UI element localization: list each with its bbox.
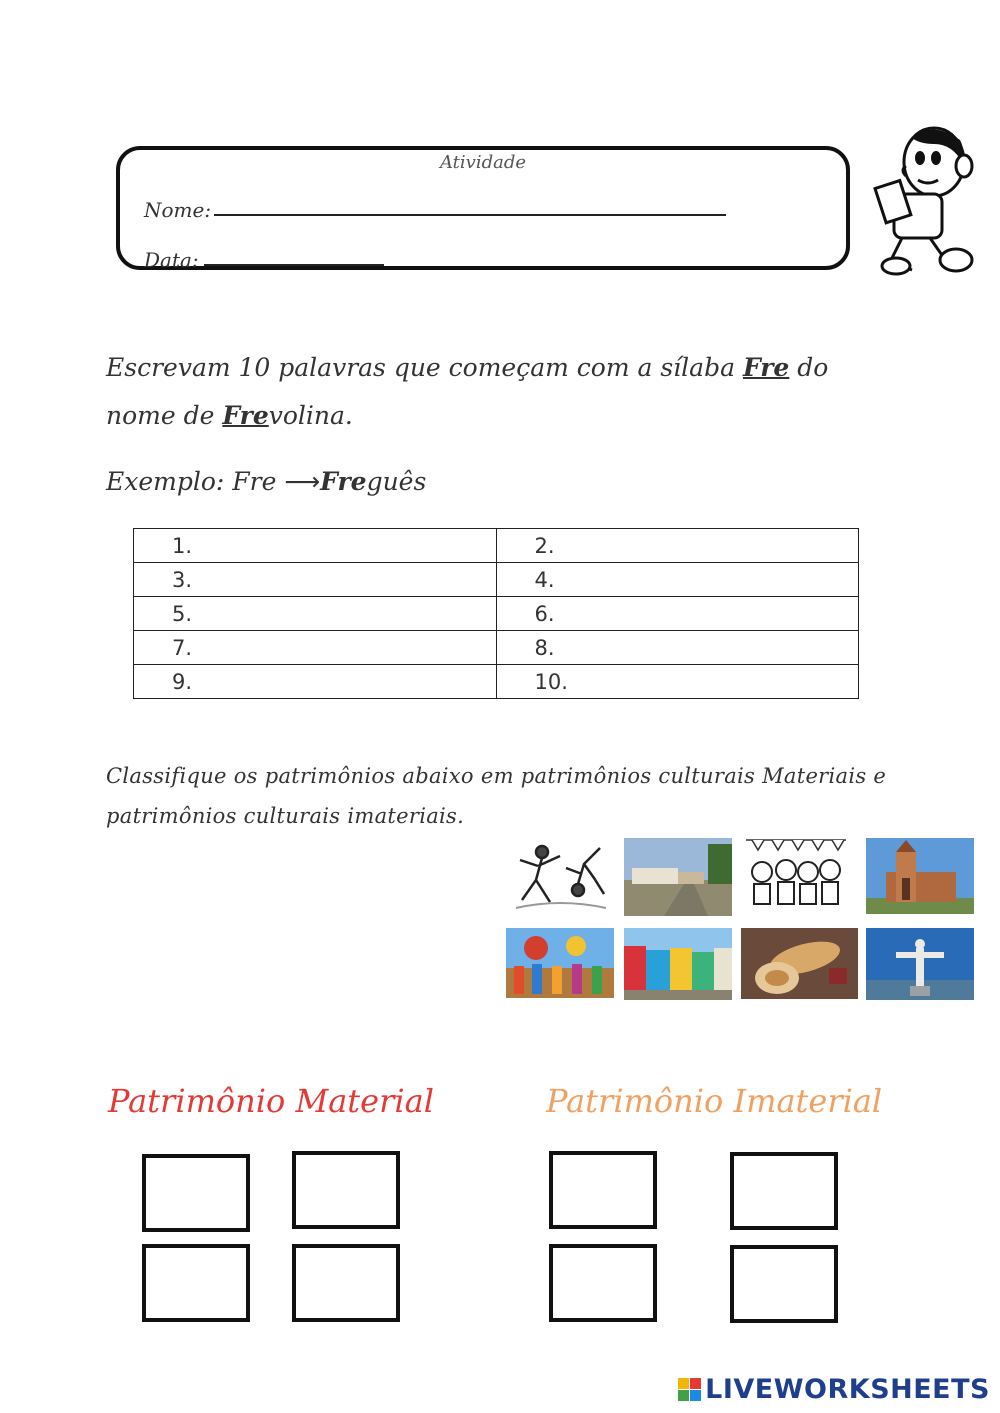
material-drop-box[interactable] [142, 1244, 250, 1322]
imaterial-drop-box[interactable] [549, 1244, 657, 1322]
instruction-text [106, 344, 866, 440]
instruction-syllable: Fre [742, 353, 790, 382]
classify-line1: Classifique os patrimônios abaixo em patrimônios culturais Materiais e [106, 764, 887, 788]
christ-redeemer-image[interactable] [866, 928, 974, 1000]
word-cell[interactable]: 9. [134, 665, 497, 699]
material-title: Patrimônio Material [108, 1082, 434, 1120]
word-cell[interactable]: 4. [496, 563, 859, 597]
word-cell[interactable]: 5. [134, 597, 497, 631]
festa-junina-drawing-image[interactable] [742, 832, 850, 916]
header-box [116, 146, 850, 270]
word-cell[interactable]: 1. [134, 529, 497, 563]
colorful-houses-image[interactable] [624, 928, 732, 1000]
bolo-de-rolo-image[interactable] [741, 928, 858, 999]
material-drop-box[interactable] [292, 1151, 400, 1229]
instruction-line2-text: nome de [106, 401, 223, 430]
date-line[interactable] [204, 264, 384, 266]
imaterial-drop-box[interactable] [549, 1151, 657, 1229]
arrow-icon: ⟶ [284, 467, 321, 496]
mascot-illustration [872, 122, 976, 278]
material-drop-box[interactable] [292, 1244, 400, 1322]
word-cell[interactable]: 2. [496, 529, 859, 563]
name-label: Nome: [144, 198, 212, 222]
imaterial-drop-box[interactable] [730, 1245, 838, 1323]
example-label: Exemplo: Fre [106, 467, 277, 496]
name-line[interactable] [214, 214, 726, 216]
imaterial-title: Patrimônio Imaterial [546, 1082, 883, 1120]
folk-parade-image[interactable] [506, 928, 614, 998]
example-line [106, 458, 426, 506]
instruction-line1-end: do [789, 353, 829, 382]
capoeira-drawing-image[interactable] [506, 838, 614, 916]
table-row [134, 597, 859, 631]
word-table [133, 528, 859, 699]
example-word-bold: Fre [320, 467, 367, 496]
word-cell[interactable]: 3. [134, 563, 497, 597]
word-cell[interactable]: 6. [496, 597, 859, 631]
table-row [134, 665, 859, 699]
rural-street-image[interactable] [624, 838, 732, 916]
material-drop-box[interactable] [142, 1154, 250, 1232]
word-cell[interactable]: 7. [134, 631, 497, 665]
table-row [134, 529, 859, 563]
example-word-rest: guês [366, 467, 427, 496]
liveworksheets-logo [678, 1374, 990, 1405]
logo-text: LIVEWORKSHEETS [705, 1374, 990, 1405]
table-row [134, 631, 859, 665]
logo-mark-icon [678, 1378, 701, 1401]
instruction-name-syllable: Fre [222, 401, 269, 430]
word-cell[interactable]: 10. [496, 665, 859, 699]
church-image[interactable] [866, 838, 974, 914]
classify-line2: patrimônios culturais imateriais. [106, 804, 465, 828]
instruction-line1-text: Escrevam 10 palavras que começam com a sílaba [106, 353, 743, 382]
word-cell[interactable]: 8. [496, 631, 859, 665]
table-row [134, 563, 859, 597]
date-label: Data: [144, 248, 199, 272]
imaterial-drop-box[interactable] [730, 1152, 838, 1230]
instruction-line2-end: volina. [268, 401, 353, 430]
header-title: Atividade [439, 152, 527, 173]
